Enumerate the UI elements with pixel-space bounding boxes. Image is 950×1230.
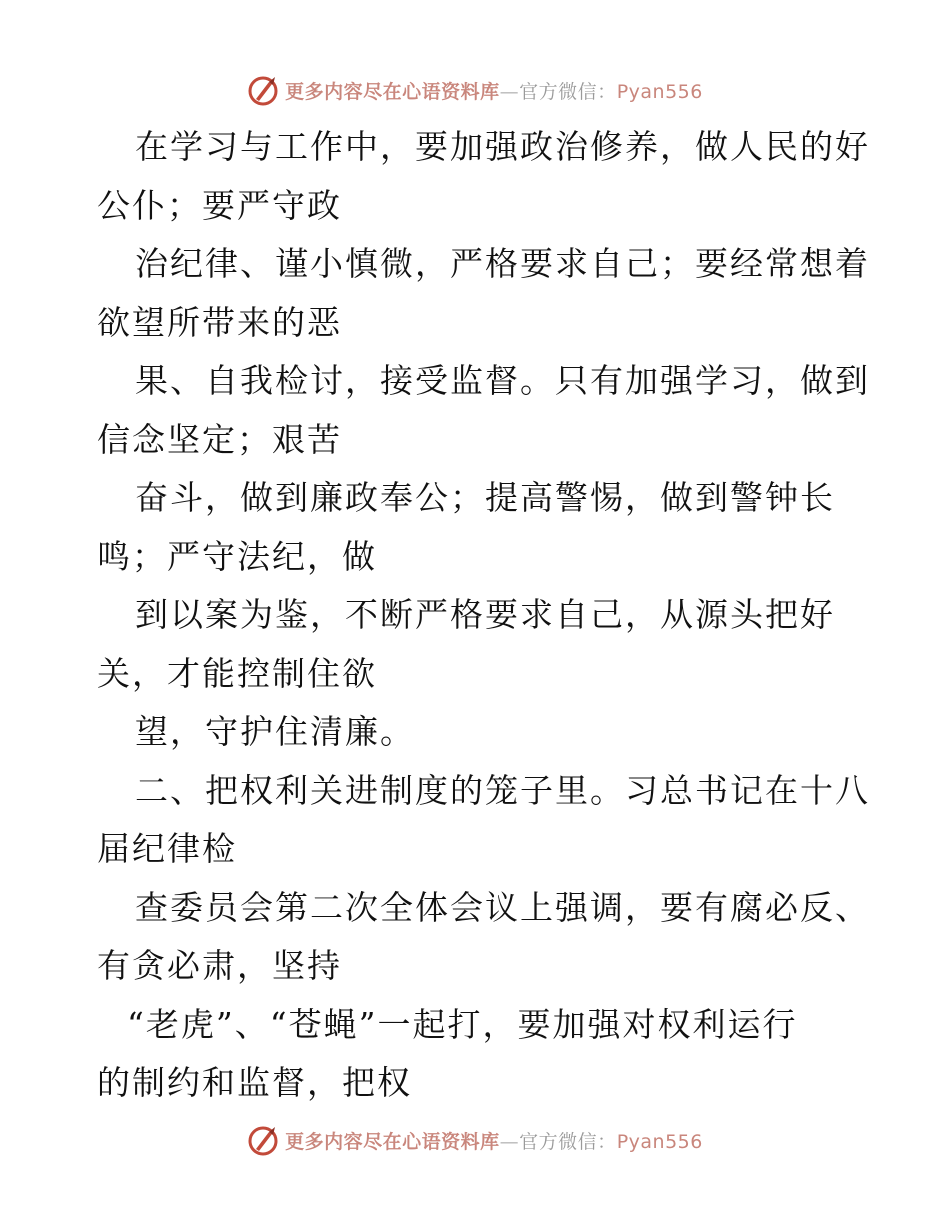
- body-line: 到以案为鉴，不断严格要求自己，从源头把好: [135, 595, 835, 634]
- watermark-site-text: 更多内容尽在心语资料库: [285, 1130, 500, 1153]
- watermark-wechat-id: Pyan556: [616, 1130, 703, 1153]
- body-line: 公仆；要严守政: [97, 185, 342, 225]
- watermark-wechat-id: Pyan556: [616, 80, 703, 103]
- body-line: 欲望所带来的恶: [97, 302, 342, 342]
- watermark-footer: [0, 1120, 950, 1160]
- watermark-text: [285, 77, 703, 104]
- watermark-wechat-label: 官方微信：: [519, 1130, 617, 1153]
- body-line: 在学习与工作中，要加强政治修养，做人民的好: [135, 127, 870, 166]
- body-line: 的制约和监督，把权: [97, 1063, 412, 1102]
- body-line: 治纪律、谨小慎微，严格要求自己；要经常想着: [135, 244, 870, 283]
- body-line: 届纪律检: [97, 829, 237, 868]
- watermark-dash: —: [499, 80, 520, 103]
- body-line: 奋斗，做到廉政奉公；提高警惕，做到警钟长: [135, 478, 835, 517]
- watermark-dash: —: [499, 1130, 520, 1153]
- quill-logo-icon: [247, 1124, 279, 1156]
- body-line: 鸣；严守法纪，做: [97, 536, 377, 576]
- quill-logo-icon: [247, 74, 279, 106]
- body-line: “老虎”、“苍蝇”一起打，要加强对权利运行: [127, 1004, 798, 1044]
- body-line: 信念坚定；艰苦: [97, 419, 342, 459]
- watermark-text: [285, 1127, 703, 1154]
- watermark-site-text: 更多内容尽在心语资料库: [285, 80, 500, 103]
- body-line: 望，守护住清廉。: [135, 712, 415, 751]
- watermark-wechat-label: 官方微信：: [519, 80, 617, 103]
- body-line: 果、自我检讨，接受监督。只有加强学习，做到: [135, 361, 870, 400]
- watermark-header: [0, 70, 950, 110]
- body-line: 关，才能控制住欲: [97, 653, 377, 693]
- body-line: 查委员会第二次全体会议上强调，要有腐必反、: [135, 887, 870, 927]
- body-line: 二、把权利关进制度的笼子里。习总书记在十八: [135, 770, 870, 810]
- body-line: 有贪必肃，坚持: [97, 946, 342, 985]
- document-body: [97, 118, 870, 1113]
